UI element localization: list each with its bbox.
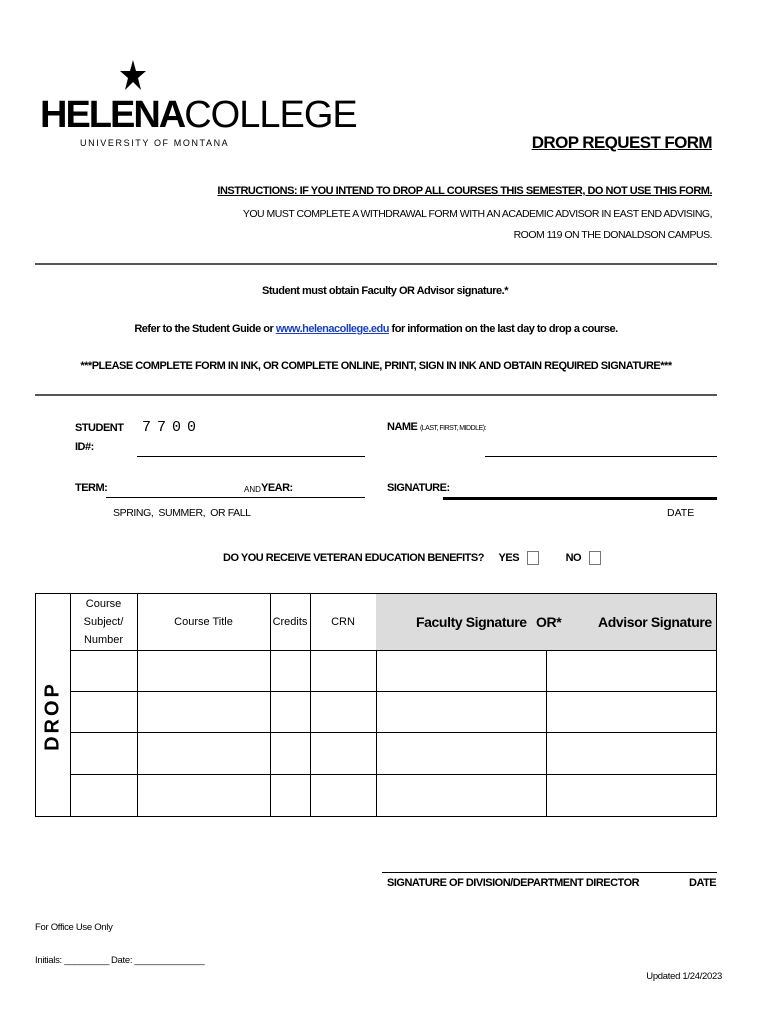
table-row-4-subject[interactable] [70, 774, 138, 817]
divider-middle [35, 394, 717, 396]
college-logo [40, 60, 357, 155]
header-title [137, 594, 271, 651]
complete-form-note: ***PLEASE COMPLETE FORM IN INK, OR COMPLETE ONLINE, PRINT, SIGN IN INK AND OBTAIN REQUIRED SIGNATURE*** [80, 360, 672, 372]
name-label [387, 421, 486, 433]
table-row-2-faculty[interactable] [376, 691, 547, 733]
signature-note: Student must obtain Faculty OR Advisor signature.* [262, 285, 508, 297]
year-input[interactable] [242, 480, 365, 498]
table-row-3-title[interactable] [137, 732, 271, 775]
student-id-label-line-2: ID#: [75, 441, 94, 453]
student-id-label-line-1: STUDENT [75, 422, 124, 434]
drop-course-table [35, 593, 717, 817]
term-input[interactable] [106, 480, 242, 498]
table-row-3-advisor[interactable] [546, 732, 717, 775]
refer-prefix: Refer to the Student Guide or [134, 323, 276, 335]
veteran-yes-checkbox[interactable] [527, 551, 539, 565]
header-advisor-signature: Advisor Signature [598, 614, 712, 630]
header-subject [70, 594, 138, 651]
name-hint: (LAST, FIRST, MIDDLE): [419, 425, 486, 432]
table-row-1-crn[interactable] [310, 650, 377, 692]
table-row-4-advisor[interactable] [546, 774, 717, 817]
refer-suffix: for information on the last day to drop a course. [389, 323, 618, 335]
signature-label: SIGNATURE: [387, 482, 450, 494]
director-date-label: DATE [689, 877, 717, 889]
table-row-4-faculty[interactable] [376, 774, 547, 817]
table-row-1-advisor[interactable] [546, 650, 717, 692]
header-faculty-signature: Faculty Signature [416, 614, 527, 630]
form-title: DROP REQUEST FORM [531, 133, 712, 152]
divider-top [35, 263, 717, 265]
director-signature-input[interactable] [382, 855, 717, 873]
veteran-yes-label: YES [498, 551, 520, 564]
signature-input[interactable] [443, 480, 717, 500]
instructions-line-2: YOU MUST COMPLETE A WITHDRAWAL FORM WITH AN ACADEMIC ADVISOR IN EAST END ADVISING, [242, 208, 712, 220]
table-row-3-subject[interactable] [70, 732, 138, 775]
director-signature-label: SIGNATURE OF DIVISION/DEPARTMENT DIRECTOR [387, 877, 640, 889]
header-credits [270, 594, 311, 651]
table-row-4-crn[interactable] [310, 774, 377, 817]
office-initials: Initials: _________ [35, 955, 110, 966]
table-row-2-credits[interactable] [270, 691, 311, 733]
table-row-2-advisor[interactable] [546, 691, 717, 733]
logo-name-thin: COLLEGE [184, 94, 357, 136]
and-label: AND [244, 485, 261, 494]
instructions-line-1: INSTRUCTIONS: IF YOU INTEND TO DROP ALL COURSES THIS SEMESTER, DO NOT USE THIS FORM. [217, 185, 712, 197]
header-title-text: Course Title [174, 616, 233, 628]
year-label: YEAR: [261, 482, 293, 494]
drop-side-label: DROP [41, 681, 64, 751]
term-label: TERM: [75, 482, 108, 494]
header-or: OR* [536, 614, 562, 630]
student-id-input[interactable] [137, 417, 365, 457]
college-website-link[interactable]: www.helenacollege.edu [275, 323, 389, 335]
student-id-value: 7700 [142, 419, 203, 436]
header-subject-text: Course Subject/ Number [83, 598, 124, 646]
term-options: SPRING, SUMMER, OR FALL [113, 507, 251, 519]
table-row-3-credits[interactable] [270, 732, 311, 775]
office-date: Date: ______________ [111, 955, 205, 966]
veteran-question-text: DO YOU RECEIVE VETERAN EDUCATION BENEFITS? [223, 551, 484, 564]
star-icon [120, 60, 146, 94]
table-row-2-crn[interactable] [310, 691, 377, 733]
signature-date-label: DATE [667, 507, 695, 519]
table-row-2-title[interactable] [137, 691, 271, 733]
name-label-text: NAME [387, 421, 418, 433]
table-row-4-title[interactable] [137, 774, 271, 817]
veteran-question [223, 551, 601, 565]
table-row-1-credits[interactable] [270, 650, 311, 692]
header-signatures [376, 594, 717, 651]
header-credits-text: Credits [272, 616, 308, 628]
table-row-2-subject[interactable] [70, 691, 138, 733]
student-id-label [75, 419, 123, 457]
updated-date: Updated 1/24/2023 [646, 971, 722, 982]
logo-subtitle: UNIVERSITY OF MONTANA [80, 138, 230, 148]
table-row-1-faculty[interactable] [376, 650, 547, 692]
veteran-no-label: NO [565, 551, 582, 564]
table-row-1-subject[interactable] [70, 650, 138, 692]
table-row-4-credits[interactable] [270, 774, 311, 817]
logo-name-bold: HELENA [40, 94, 185, 136]
veteran-no-checkbox[interactable] [589, 551, 601, 565]
instructions-line-3: ROOM 119 ON THE DONALDSON CAMPUS. [513, 229, 712, 241]
office-use-label: For Office Use Only [35, 922, 113, 933]
table-row-3-crn[interactable] [310, 732, 377, 775]
table-row-1-title[interactable] [137, 650, 271, 692]
drop-side-cell [36, 594, 71, 817]
table-row-3-faculty[interactable] [376, 732, 547, 775]
header-crn-text: CRN [331, 616, 355, 628]
refer-note [0, 323, 752, 335]
name-input[interactable] [485, 417, 717, 457]
header-crn [310, 594, 377, 651]
